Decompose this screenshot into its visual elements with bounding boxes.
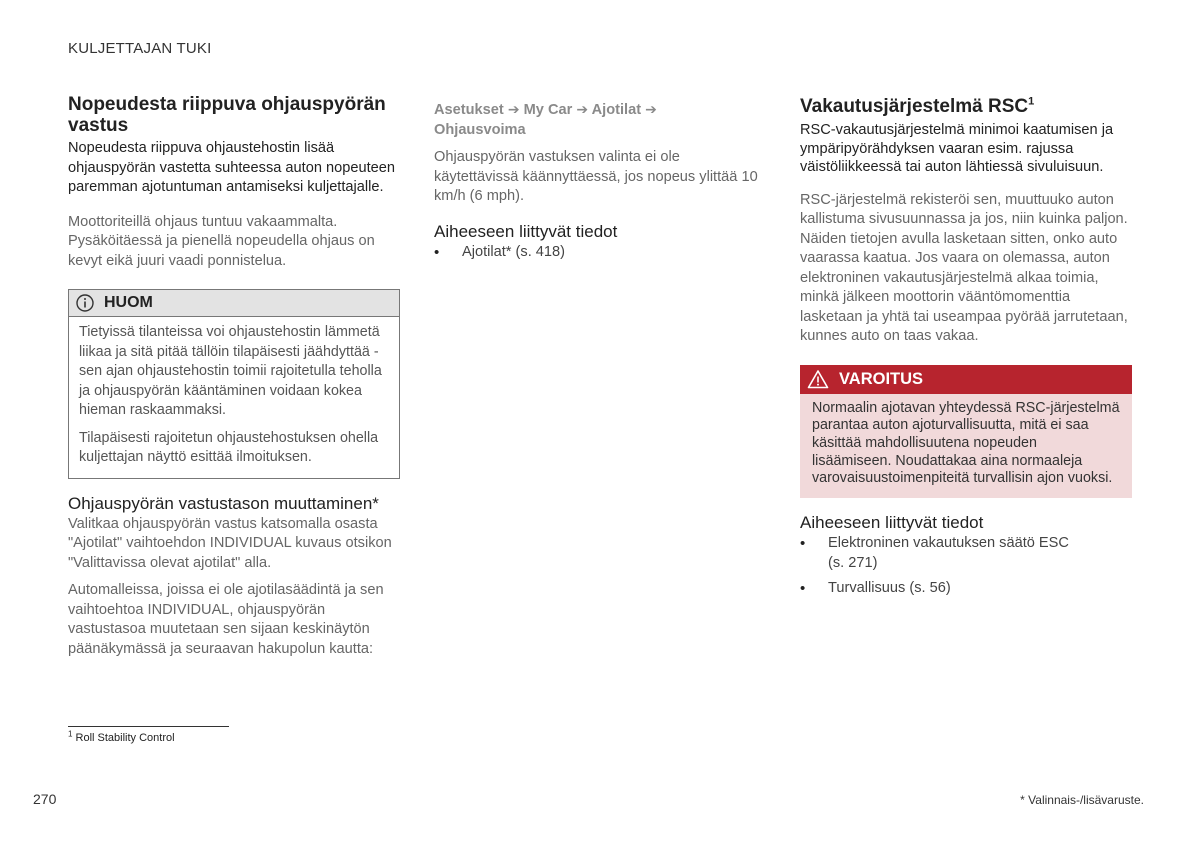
note-header bbox=[69, 290, 399, 317]
body-paragraph: Valitkaa ohjauspyörän vastus katsomalla osasta "Ajotilat" vaihtoehdon INDIVIDUAL kuvaus otsikon "Valittavissa olevat ajotilat" alla. bbox=[68, 515, 392, 571]
warning-text: Normaalin ajotavan yhteydessä RSC-järjestelmä parantaa auton ajoturvallisuutta, mitä ei saa käsittää mahdollisuutena nopeuden lisäämiseen. Noudattakaa aina normaaleja varovaisuustoimenpiteitä turvallisin ajon vuoksi. bbox=[812, 399, 1120, 487]
arrow-right-icon: ➔ bbox=[645, 101, 657, 117]
page-number: 270 bbox=[33, 791, 57, 807]
warning-title: VAROITUS bbox=[839, 369, 924, 388]
note-body bbox=[69, 317, 399, 478]
column-2 bbox=[434, 99, 764, 262]
warning-box bbox=[800, 365, 1132, 499]
section-header: KULJETTAJAN TUKI bbox=[68, 40, 212, 57]
note-title: HUOM bbox=[104, 294, 153, 311]
arrow-right-icon: ➔ bbox=[507, 101, 520, 117]
body-paragraph: RSC-järjestelmä rekisteröi sen, muuttuuko auton kallistuma sivusuunnassa ja jos, niin kuinka paljon. Näiden tietojen avulla lasketaan sitten, onko auto vaarassa kaatua. Jos vaara on olemassa, auton elektroninen vakautusjärjestelmä alkaa toimia, minkä jälkeen moottorin vääntömomenttia lasketaan ja yhtä tai useampaa pyörää jarrutetaan, kunnes auto on taas vakaa. bbox=[800, 191, 1128, 344]
menu-path bbox=[434, 99, 764, 140]
related-link[interactable]: • Ajotilat* (s. 418) bbox=[434, 243, 764, 263]
footnote-text: Roll Stability Control bbox=[75, 732, 175, 744]
menu-path-item: My Car bbox=[523, 102, 573, 118]
warning-header bbox=[800, 365, 1132, 394]
footnote-mark: 1 bbox=[68, 729, 73, 739]
footnote bbox=[68, 729, 175, 744]
warning-body bbox=[800, 394, 1132, 499]
footnote-ref: 1 bbox=[1028, 95, 1035, 108]
related-link[interactable]: • Elektroninen vakautuksen säätö ESC (s. 271) bbox=[800, 534, 1078, 573]
intro-paragraph: RSC-vakautusjärjestelmä minimoi kaatumisen ja ympäripyörähdyksen vaaran esim. rajussa väistöliikkeessä tai auton lähtiessä sivuluisuun. bbox=[800, 122, 1114, 175]
related-title: Aiheeseen liittyvät tiedot bbox=[800, 513, 984, 533]
menu-path-item: Ajotilat bbox=[591, 102, 642, 118]
note-box bbox=[68, 289, 400, 479]
menu-path-item: Asetukset bbox=[434, 102, 504, 118]
related-list bbox=[434, 243, 764, 263]
related-link[interactable]: • Turvallisuus (s. 56) bbox=[800, 579, 1132, 599]
column-3 bbox=[800, 96, 1132, 599]
subsection-title: Ohjauspyörän vastustason muuttaminen* bbox=[68, 493, 379, 513]
section-title: Vakautusjärjestelmä RSC$^1$ bbox=[800, 95, 1035, 117]
info-icon bbox=[76, 294, 94, 312]
note-paragraph: Tietyissä tilanteissa voi ohjaustehostin lämmetä liikaa ja sitä pitää tällöin tilapäisesti jäähdyttää - sen ajan ohjaustehostin toimii rajoitetulla teholla ja ohjauspyörän kääntäminen voidaan kokea hieman raskaammaksi. bbox=[79, 324, 382, 418]
arrow-right-icon: ➔ bbox=[576, 101, 589, 117]
related-list bbox=[800, 534, 1132, 599]
intro-paragraph: Nopeudesta riippuva ohjaustehostin lisää ohjauspyörän vastetta suhteessa auton nopeuteen paremman ajotuntuman antamiseksi kuljettajalle. bbox=[68, 140, 395, 195]
body-paragraph: Automalleissa, joissa ei ole ajotilasäädintä ja sen vaihtoehtoa INDIVIDUAL, ohjauspyörän vastustasoa muutetaan sen sijaan keskinäytön päänäkymässä ja seuraavan hakupolun kautta: bbox=[68, 582, 384, 657]
body-paragraph: Ohjauspyörän vastuksen valinta ei ole käytettävissä käännyttäessä, jos nopeus ylittää 10 km/h (6 mph). bbox=[434, 149, 758, 204]
optional-equipment-note: * Valinnais-/lisävaruste. bbox=[1020, 793, 1144, 807]
related-title: Aiheeseen liittyvät tiedot bbox=[434, 221, 618, 241]
footnote-divider bbox=[68, 726, 229, 727]
optional-mark: * bbox=[372, 493, 379, 513]
column-1 bbox=[68, 94, 400, 659]
warning-triangle-icon bbox=[807, 369, 829, 389]
menu-path-item: Ohjausvoima bbox=[434, 122, 526, 138]
section-title: Nopeudesta riippuva ohjauspyörän vastus bbox=[68, 94, 386, 136]
note-paragraph: Tilapäisesti rajoitetun ohjaustehostuksen ohella kuljettajan näyttö esittää ilmoituksen. bbox=[79, 429, 379, 465]
body-paragraph: Moottoriteillä ohjaus tuntuu vakaammalta. Pysäköitäessä ja pienellä nopeudella ohjaus on kevyt eikä juuri vaadi ponnistelua. bbox=[68, 213, 375, 269]
